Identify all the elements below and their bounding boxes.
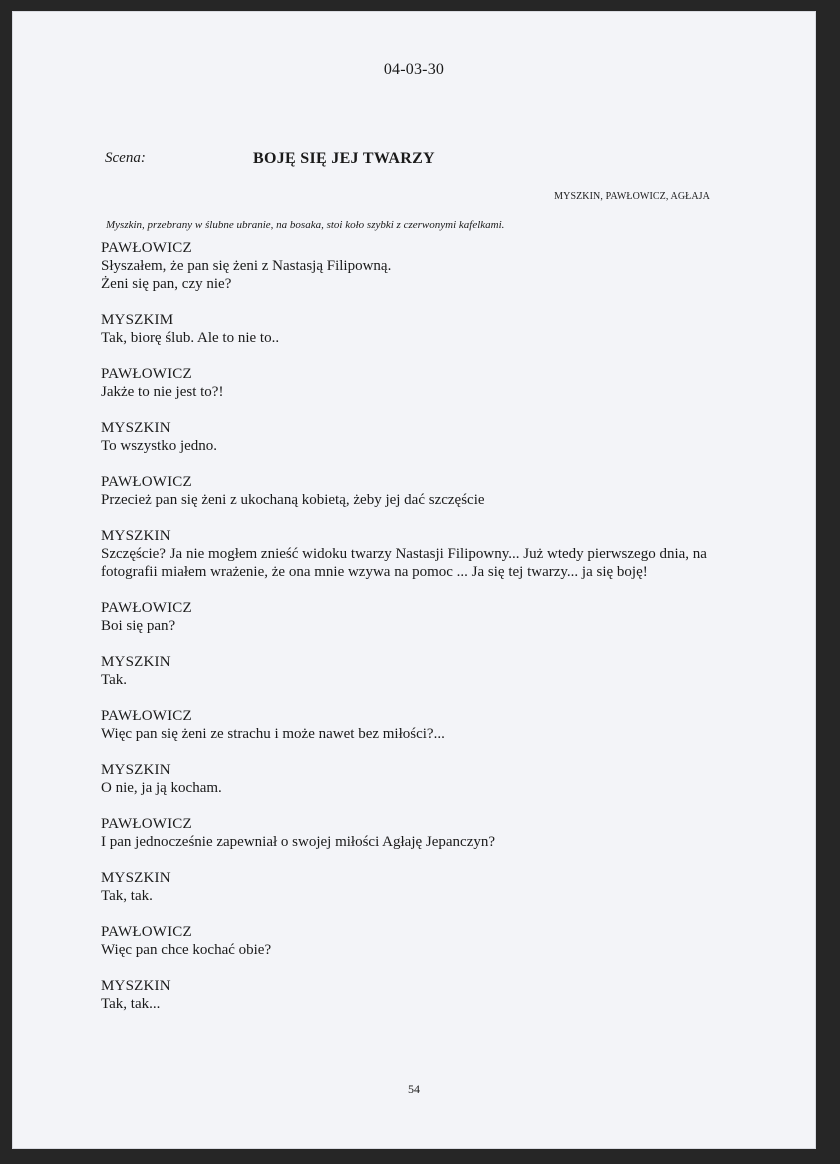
speech-text: Tak, biorę ślub. Ale to nie to.. xyxy=(101,330,280,346)
dialogue-line xyxy=(101,239,741,293)
dialogue-line xyxy=(101,365,741,401)
speaker-name: PAWŁOWICZ xyxy=(101,600,192,616)
dialogue-line xyxy=(101,599,741,635)
speaker-name: MYSZKIN xyxy=(101,420,171,436)
speech-text: Tak. xyxy=(101,672,128,688)
speaker-name: MYSZKIN xyxy=(101,870,171,886)
page-date: 04-03-30 xyxy=(383,61,445,78)
script-page xyxy=(12,11,816,1149)
speech-text: Więc pan chce kochać obie? xyxy=(101,942,272,958)
dialogue xyxy=(101,239,741,1031)
dialogue-line xyxy=(101,653,741,689)
speaker-name: PAWŁOWICZ xyxy=(101,240,192,256)
speech-text: Tak, tak... xyxy=(101,996,161,1012)
page-number: 54 xyxy=(408,1082,420,1096)
dialogue-line xyxy=(101,419,741,455)
dialogue-line xyxy=(101,761,741,797)
dialogue-line xyxy=(101,311,741,347)
speaker-name: MYSZKIM xyxy=(101,312,174,328)
speaker-name: PAWŁOWICZ xyxy=(101,924,192,940)
dialogue-line xyxy=(101,815,741,851)
dialogue-line xyxy=(101,527,741,581)
dialogue-line xyxy=(101,923,741,959)
dialogue-line xyxy=(101,977,741,1013)
speaker-name: MYSZKIN xyxy=(101,528,171,544)
speech-text: To wszystko jedno. xyxy=(101,438,218,454)
speech-text: Jakże to nie jest to?! xyxy=(101,384,224,400)
speech-text: Szczęście? Ja nie mogłem znieść widoku twarzy Nastasji Filipowny... Już wtedy pierwszego dnia, na fotografii miałem wrażenie, że ona mnie wzywa na pomoc ... Ja się tej twarzy... ja się boję! xyxy=(101,546,707,580)
speaker-name: MYSZKIN xyxy=(101,654,171,670)
dialogue-line xyxy=(101,707,741,743)
speaker-name: PAWŁOWICZ xyxy=(101,816,192,832)
character-list: MYSZKIN, PAWŁOWICZ, AGŁAJA xyxy=(554,191,710,202)
speech-text: Przecież pan się żeni z ukochaną kobietą, żeby jej dać szczęście xyxy=(101,492,485,508)
speaker-name: PAWŁOWICZ xyxy=(101,708,192,724)
speech-text: Tak, tak. xyxy=(101,888,153,904)
scene-title: BOJĘ SIĘ JEJ TWARZY xyxy=(253,150,435,167)
speaker-name: PAWŁOWICZ xyxy=(101,474,192,490)
speech-text: Boi się pan? xyxy=(101,618,176,634)
speaker-name: MYSZKIN xyxy=(101,978,171,994)
speaker-name: PAWŁOWICZ xyxy=(101,366,192,382)
scene-label: Scena: xyxy=(105,150,146,166)
stage-direction: Myszkin, przebrany w ślubne ubranie, na bosaka, stoi koło szybki z czerwonymi kafelkami. xyxy=(106,219,505,231)
speech-text: O nie, ja ją kocham. xyxy=(101,780,222,796)
dialogue-line xyxy=(101,869,741,905)
speech-text: Słyszałem, że pan się żeni z Nastasją Filipowną. Żeni się pan, czy nie? xyxy=(101,258,392,292)
dialogue-line xyxy=(101,473,741,509)
speaker-name: MYSZKIN xyxy=(101,762,171,778)
speech-text: Więc pan się żeni ze strachu i może nawet bez miłości?... xyxy=(101,726,445,742)
speech-text: I pan jednocześnie zapewniał o swojej miłości Agłaję Jepanczyn? xyxy=(101,834,496,850)
